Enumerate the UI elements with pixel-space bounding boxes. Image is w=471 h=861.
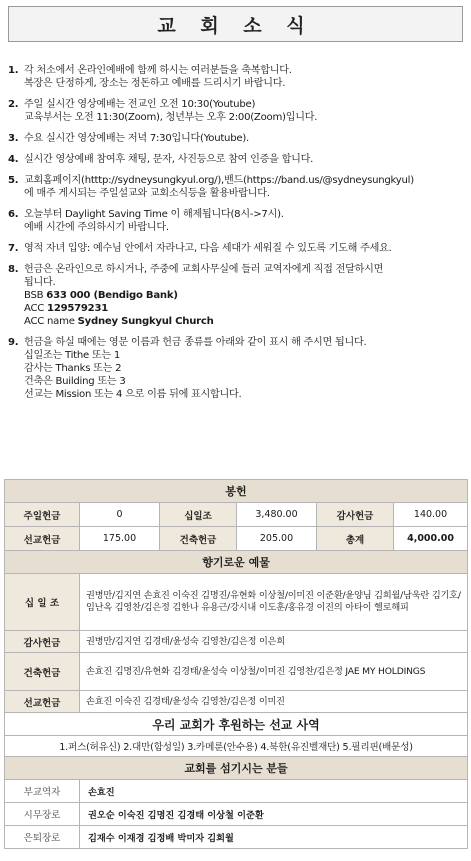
notice-body xyxy=(24,153,468,166)
offering-value: 0 xyxy=(80,503,160,527)
notice-line xyxy=(24,302,468,315)
offering-names-row xyxy=(5,574,468,631)
notice-line: 주일 실시간 영상예배는 전교인 오전 10:30(Youtube) xyxy=(24,99,256,110)
notice-line: 에 매주 게시되는 주일설교와 교회소식등을 활용바랍니다. xyxy=(24,188,270,199)
notice-item xyxy=(8,242,468,255)
leaders-label: 은퇴장로 xyxy=(5,826,80,849)
offering-total-label: 총계 xyxy=(317,527,394,551)
notice-line: 복장은 단정하게, 장소는 정돈하고 예배를 드리시기 바랍니다. xyxy=(24,78,286,89)
notice-line: 예배 시간에 주의하시기 바랍니다. xyxy=(24,222,169,233)
notice-body xyxy=(24,242,468,255)
offering-names-header: 향기로운 예물 xyxy=(5,551,468,574)
notice-line: 교육부서는 오전 11:30(Zoom), 청년부는 오후 2:00(Zoom)입니다. xyxy=(24,112,318,123)
notice-number: 9. xyxy=(8,337,19,348)
account-label: ACC name xyxy=(24,316,78,327)
leaders-label: 시무장로 xyxy=(5,803,80,826)
notice-line: 교회홈페이지(htttp://sydneysungkyul.org/),밴드(https://band.us/@sydneysungkyul) xyxy=(24,175,414,186)
offering-names-list: 손효진 이숙진 김경태/윤성숙 김영찬/김은정 이미진 xyxy=(80,691,468,713)
offering-value: 205.00 xyxy=(237,527,317,551)
offering-table xyxy=(4,479,468,849)
account-label: BSB xyxy=(24,290,47,301)
offering-header: 봉헌 xyxy=(5,480,468,503)
notice-line: 헌금은 온라인으로 하시거나, 주중에 교회사무실에 들러 교역자에게 직접 전달하시면 xyxy=(24,264,384,275)
notice-item xyxy=(8,64,468,90)
offering-names-label: 감사헌금 xyxy=(5,631,80,653)
notice-body xyxy=(24,336,468,401)
offering-row xyxy=(5,527,468,551)
offering-names-row xyxy=(5,653,468,691)
offering-value: 3,480.00 xyxy=(237,503,317,527)
offering-label: 십일조 xyxy=(160,503,237,527)
notice-number: 3. xyxy=(8,133,19,144)
missions-list: 1.퍼스(허유신) 2.대만(함성일) 3.카메룬(안수용) 4.북한(유진벨재단) 5.필리핀(배문성) xyxy=(5,736,468,757)
notice-number: 1. xyxy=(8,65,19,76)
offering-names-label: 선교헌금 xyxy=(5,691,80,713)
offering-label: 감사헌금 xyxy=(317,503,394,527)
account-value: 129579231 xyxy=(47,303,109,314)
notice-body xyxy=(24,98,468,124)
offering-names-row xyxy=(5,691,468,713)
leaders-row xyxy=(5,780,468,803)
missions-header: 우리 교회가 후원하는 선교 사역 xyxy=(5,713,468,736)
page-title-box xyxy=(8,6,463,42)
notice-item xyxy=(8,132,468,145)
notice-line: 수요 실시간 영상예배는 저녁 7:30입니다(Youtube). xyxy=(24,133,249,144)
offering-value: 175.00 xyxy=(80,527,160,551)
offering-label: 선교헌금 xyxy=(5,527,80,551)
offering-names-label: 건축헌금 xyxy=(5,653,80,691)
notice-line: 실시간 영상예배 참여후 채팅, 문자, 사진등으로 참여 인증을 합니다. xyxy=(24,154,314,165)
notice-line: 됩니다. xyxy=(24,277,56,288)
notice-body xyxy=(24,64,468,90)
offering-value: 140.00 xyxy=(394,503,468,527)
notice-item xyxy=(8,336,468,401)
notice-item xyxy=(8,153,468,166)
notice-line: 건축은 Building 또는 3 xyxy=(24,376,126,387)
notice-item xyxy=(8,208,468,234)
leaders-names: 손효진 xyxy=(80,780,468,803)
leaders-header: 교회를 섬기시는 분들 xyxy=(5,757,468,780)
notice-body xyxy=(24,208,468,234)
notice-number: 2. xyxy=(8,99,19,110)
account-value: Sydney Sungkyul Church xyxy=(77,316,214,327)
notice-number: 7. xyxy=(8,243,19,254)
notice-line: 영적 자녀 입양: 예수님 안에서 자라나고, 다음 세대가 세워질 수 있도록 기도해 주세요. xyxy=(24,243,392,254)
notice-line: 헌금을 하실 때에는 영문 이름과 헌금 종류를 아래와 같이 표시 해 주시면 됩니다. xyxy=(24,337,367,348)
notice-line: 선교는 Mission 또는 4 으로 이름 뒤에 표시합니다. xyxy=(24,389,242,400)
notice-line: 각 처소에서 온라인예배에 함께 하시는 여러분들을 축복합니다. xyxy=(24,65,292,76)
page-title: 교 회 소 식 xyxy=(157,14,314,37)
notice-line: 감사는 Thanks 또는 2 xyxy=(24,363,122,374)
notice-list xyxy=(8,64,468,409)
leaders-names: 권오순 이숙진 김명진 김경태 이상철 이준환 xyxy=(80,803,468,826)
offering-row xyxy=(5,503,468,527)
notice-body xyxy=(24,174,468,200)
notice-number: 6. xyxy=(8,209,19,220)
missions-row xyxy=(5,736,468,757)
leaders-row xyxy=(5,803,468,826)
account-label: ACC xyxy=(24,303,48,314)
offering-names-list: 권병만/김지연 김경태/윤성숙 김영찬/김은정 이은희 xyxy=(80,631,468,653)
notice-number: 8. xyxy=(8,264,19,275)
offering-names-label: 십 일 조 xyxy=(5,574,80,631)
notice-number: 5. xyxy=(8,175,19,186)
offering-names-row xyxy=(5,631,468,653)
leaders-row xyxy=(5,826,468,849)
offering-names-list: 손효진 김명진/유현화 김경태/윤성숙 이상철/이미진 김영찬/김은정 JAE MY HOLDINGS xyxy=(80,653,468,691)
offering-label: 건축헌금 xyxy=(160,527,237,551)
account-value: 633 000 (Bendigo Bank) xyxy=(46,290,178,301)
leaders-label: 부교역자 xyxy=(5,780,80,803)
notice-line: 십일조는 Tithe 또는 1 xyxy=(24,350,121,361)
offering-total-value: 4,000.00 xyxy=(394,527,468,551)
offering-label: 주일헌금 xyxy=(5,503,80,527)
notice-line xyxy=(24,289,468,302)
notice-item xyxy=(8,263,468,328)
notice-number: 4. xyxy=(8,154,19,165)
offering-names-list: 권병만/김지연 손효진 이숙진 김명진/유현화 이상철/이미진 이준환/윤양님 김희월/남욱란 김기호/임난옥 김영찬/김은정 김한나 유용근/강시내 이도훈/홍유경 이진의 아타이 헬로해피 xyxy=(80,574,468,631)
leaders-names: 김재수 이재경 김정배 박미자 김희월 xyxy=(80,826,468,849)
notice-body xyxy=(24,263,468,328)
notice-item xyxy=(8,98,468,124)
notice-item xyxy=(8,174,468,200)
notice-body xyxy=(24,132,468,145)
notice-line xyxy=(24,315,468,328)
notice-line: 오늘부터 Daylight Saving Time 이 해제됩니다(8시->7시). xyxy=(24,209,284,220)
